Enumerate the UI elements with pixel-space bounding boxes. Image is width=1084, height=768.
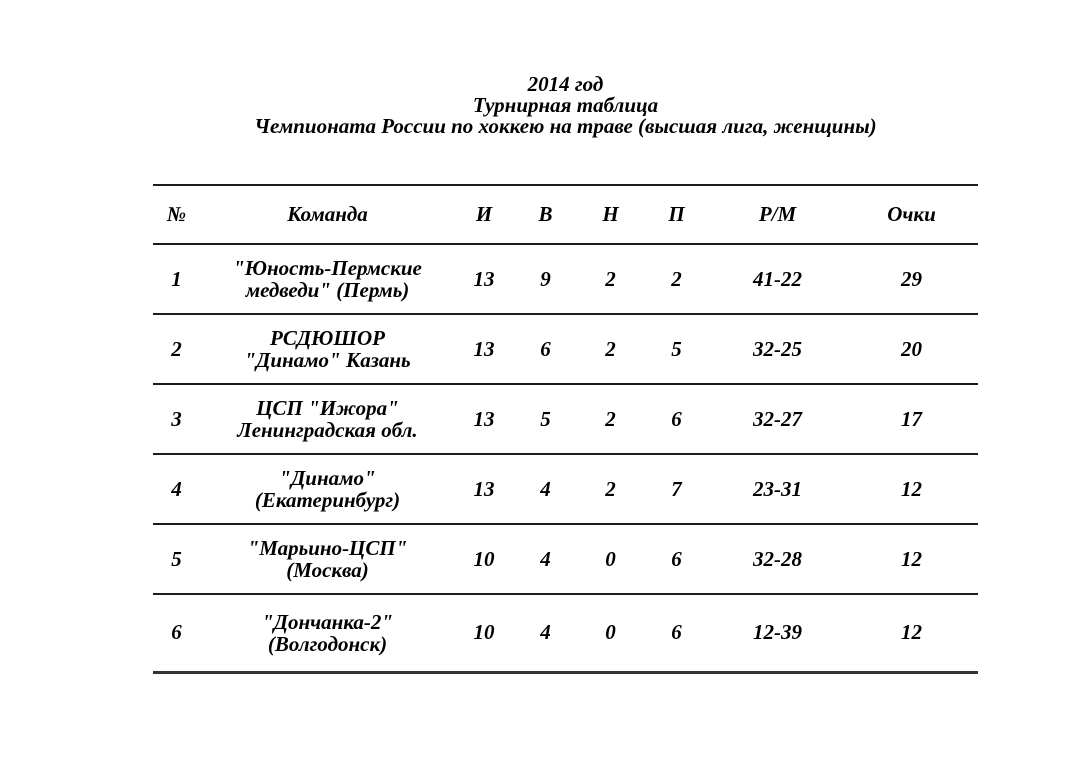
- cell-points: 12: [901, 476, 922, 501]
- cell-losses: 7: [671, 476, 682, 501]
- cell-goal-diff: 23-31: [753, 476, 802, 501]
- col-header-goal-diff: Р/М: [758, 202, 797, 226]
- cell-wins: 4: [540, 620, 551, 645]
- table-row: [153, 314, 978, 384]
- cell-goal-diff: 12-39: [753, 620, 802, 645]
- team-name-line2: Ленинградская обл.: [237, 418, 418, 442]
- table-header-row: [153, 185, 978, 244]
- team-name-line2: (Екатеринбург): [254, 488, 401, 512]
- col-header-losses: П: [668, 202, 685, 226]
- cell-position: 3: [171, 406, 182, 431]
- cell-position: 6: [171, 620, 182, 645]
- cell-games: 13: [473, 406, 495, 431]
- cell-goal-diff: 32-27: [753, 406, 802, 431]
- col-header-draws: Н: [602, 202, 619, 226]
- team-name-line2: (Москва): [286, 558, 369, 582]
- cell-losses: 6: [671, 406, 682, 431]
- cell-team: [200, 244, 455, 314]
- cell-points: 12: [901, 620, 922, 645]
- team-name-line1: "Динамо": [279, 466, 376, 490]
- cell-losses: 6: [671, 620, 682, 645]
- cell-points: 12: [901, 546, 922, 571]
- team-name-line2: "Динамо" Казань: [244, 348, 411, 372]
- table-body: [153, 244, 978, 672]
- cell-losses: 2: [671, 266, 682, 291]
- cell-wins: 9: [540, 266, 551, 291]
- cell-team: [200, 384, 455, 454]
- title-heading: Турнирная таблица: [472, 93, 659, 117]
- cell-draws: 2: [605, 406, 616, 431]
- cell-draws: 0: [605, 620, 616, 645]
- cell-points: 20: [901, 336, 922, 361]
- document-title: [129, 74, 1002, 137]
- team-name-line1: ЦСП "Ижора": [256, 396, 399, 420]
- team-name-line1: "Марьино-ЦСП": [247, 536, 408, 560]
- title-subheading: Чемпионата России по хоккею на траве (высшая лига, женщины): [254, 114, 877, 138]
- cell-games: 13: [473, 476, 495, 501]
- table-row: [153, 244, 978, 314]
- team-name-line2: (Волгодонск): [267, 631, 388, 656]
- cell-draws: 2: [605, 336, 616, 361]
- table-row: [153, 384, 978, 454]
- cell-team: [200, 594, 455, 672]
- cell-position: 1: [171, 266, 182, 291]
- cell-team: [200, 524, 455, 594]
- cell-draws: 2: [605, 476, 616, 501]
- team-name-line2: медведи" (Пермь): [245, 278, 410, 302]
- cell-points: 17: [901, 406, 922, 431]
- col-header-number: №: [166, 202, 187, 226]
- cell-games: 10: [473, 620, 495, 645]
- cell-wins: 4: [540, 476, 551, 501]
- cell-wins: 5: [540, 406, 551, 431]
- cell-position: 4: [171, 476, 182, 501]
- cell-games: 13: [473, 266, 495, 291]
- cell-wins: 4: [540, 546, 551, 571]
- table-row: [153, 524, 978, 594]
- cell-team: [200, 454, 455, 524]
- cell-goal-diff: 32-25: [753, 336, 802, 361]
- col-header-points: Очки: [887, 202, 936, 226]
- title-year: 2014 год: [527, 72, 604, 96]
- table-row: [153, 454, 978, 524]
- standings-table: [153, 184, 978, 674]
- col-header-team: Команда: [287, 202, 368, 226]
- cell-losses: 6: [671, 546, 682, 571]
- cell-draws: 0: [605, 546, 616, 571]
- team-name-line1: "Дончанка-2": [261, 609, 394, 634]
- cell-wins: 6: [540, 336, 551, 361]
- table-row: [153, 594, 978, 672]
- cell-position: 5: [171, 546, 182, 571]
- cell-points: 29: [901, 266, 922, 291]
- cell-position: 2: [171, 336, 182, 361]
- team-name-line1: РСДЮШОР: [270, 326, 385, 350]
- cell-games: 13: [473, 336, 495, 361]
- cell-goal-diff: 41-22: [753, 266, 802, 291]
- cell-games: 10: [473, 546, 495, 571]
- cell-draws: 2: [605, 266, 616, 291]
- team-name-line1: "Юность-Пермские: [233, 256, 422, 280]
- cell-team: [200, 314, 455, 384]
- cell-losses: 5: [671, 336, 682, 361]
- col-header-wins: В: [538, 202, 553, 226]
- col-header-games: И: [475, 202, 493, 226]
- cell-goal-diff: 32-28: [753, 546, 802, 571]
